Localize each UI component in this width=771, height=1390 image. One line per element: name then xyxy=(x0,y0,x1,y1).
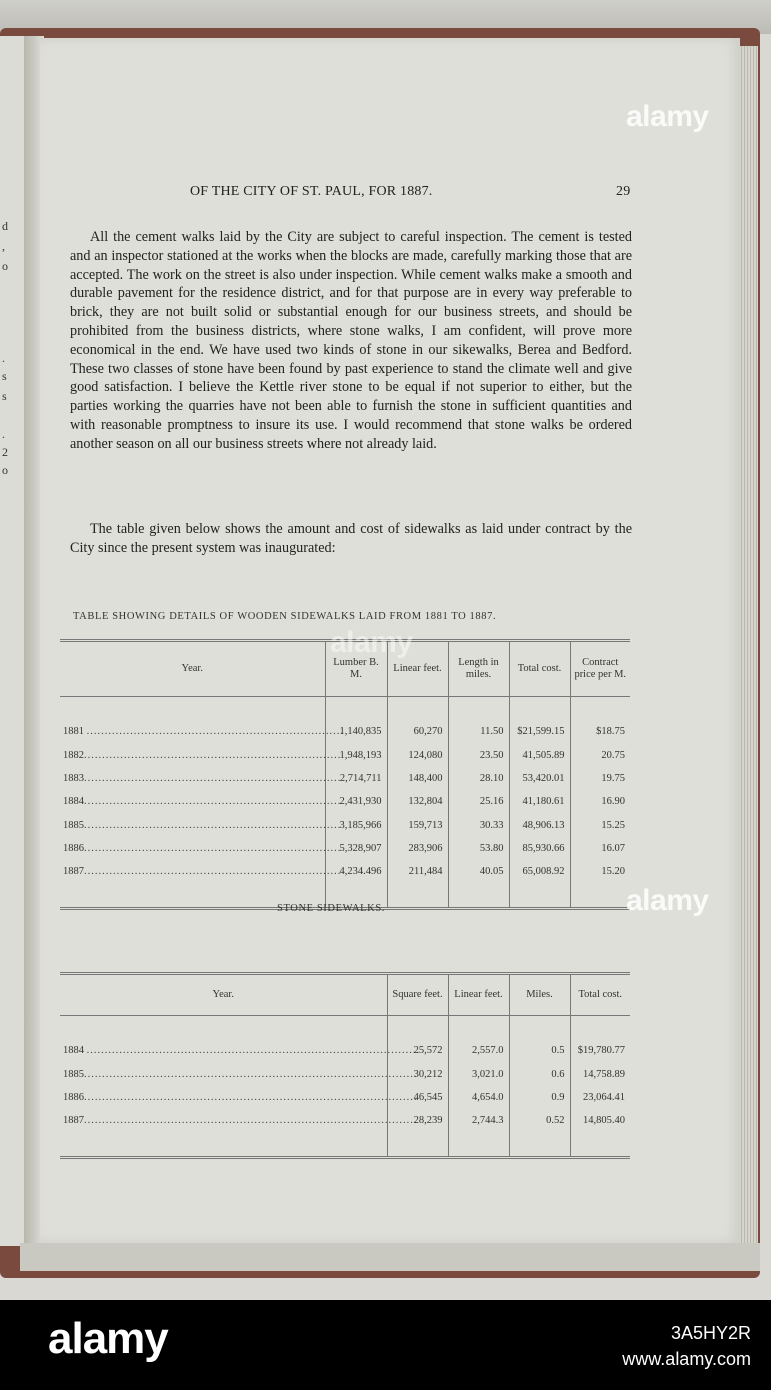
running-header xyxy=(40,184,740,204)
table-cell: 2,431,930 xyxy=(325,790,387,813)
left-mark: s xyxy=(2,369,7,383)
table-cell: 4,654.0 xyxy=(448,1086,509,1109)
table-row: 1885....................................................................... 3,185,966 159,713 30.33 48,906.13 15.25 xyxy=(60,813,630,836)
table-cell: 2,714,711 xyxy=(325,767,387,790)
column-header: Total cost. xyxy=(509,641,570,697)
column-header: Square feet. xyxy=(387,974,448,1016)
year-cell: 1882 xyxy=(63,749,84,761)
column-header: Contract price per M. xyxy=(570,641,630,697)
table-cell: 2,557.0 xyxy=(448,1039,509,1062)
paragraph: The table given below shows the amount and cost of sidewalks as laid under contract by the City since the present system was inaugurated: xyxy=(70,521,632,556)
table-cell: 159,713 xyxy=(387,813,448,836)
table-cell: 2,744.3 xyxy=(448,1109,509,1132)
stone-sidewalks-table xyxy=(60,972,630,1159)
table-cell: 0.52 xyxy=(509,1109,570,1132)
table-header-row xyxy=(60,974,630,1016)
year-cell: 1886 xyxy=(63,842,84,854)
paragraph: All the cement walks laid by the City are subject to careful inspection. The cement is tested and an inspector stationed at the works when the blocks are made, carefully marking those that are accepted. The work on the street is also under inspection. While cement walks make a smooth and durable pavement for the residence district, and for that purpose are in every way preferable to brick, they are not built solid or substantial enough for our business streets, and should be prohibited from the business districts, where stone walks, I am confident, will prove more economical in the end. We have used two kinds of stone in our sikewalks, Berea and Bedford. These two classes of stone have been found by past experience to stand the climate well and give good satisfaction. I believe the Kettle river stone to be equal if not superior to either, but the parties working the quarries have not been able to furnish the stone in sufficient quantities and with reasonable promptness to insure its use. I would recommend that stone walks be ordered another season on all our business streets where not already laid. xyxy=(70,229,632,452)
table-row: 1886....................................................................... 5,328,907 283,906 53.80 85,930.66 16.07 xyxy=(60,837,630,860)
table-cell: 25,572 xyxy=(387,1039,448,1062)
table-cell: 0.9 xyxy=(509,1086,570,1109)
left-mark: , xyxy=(2,239,5,253)
table-cell: 16.07 xyxy=(570,837,630,860)
left-mark: . xyxy=(2,351,5,365)
column-header: Miles. xyxy=(509,974,570,1016)
table-row: 1885............................................................................................ 30,212 3,021.0 0.6 14,758.89 xyxy=(60,1063,630,1086)
table-cell: 53.80 xyxy=(448,837,509,860)
image-info xyxy=(622,1320,751,1372)
column-header: Linear feet. xyxy=(448,974,509,1016)
table-cell: 30.33 xyxy=(448,813,509,836)
body-paragraph-2 xyxy=(70,520,632,558)
header-title: OF THE CITY OF ST. PAUL, FOR 1887. xyxy=(190,184,433,199)
table-cell: 4,234.496 xyxy=(325,860,387,883)
book-bottom-edge xyxy=(20,1243,760,1271)
column-header: Total cost. xyxy=(570,974,630,1016)
table-row: 1887............................................................................................ 28,239 2,744.3 0.52 14,805.40 xyxy=(60,1109,630,1132)
watermark-text: alamy xyxy=(626,884,709,917)
table-row: 1887....................................................................... 4,234.496 211,484 40.05 65,008.92 15.20 xyxy=(60,860,630,883)
table-cell: 14,758.89 xyxy=(570,1063,630,1086)
year-cell: 1885 xyxy=(63,1068,84,1080)
year-cell: 1884 xyxy=(63,796,84,808)
table-cell: 3,185,966 xyxy=(325,813,387,836)
year-cell: 1885 xyxy=(63,819,84,831)
body-paragraph-1 xyxy=(70,228,632,454)
footer-bar xyxy=(0,1300,771,1390)
table-cell: 3,021.0 xyxy=(448,1063,509,1086)
table-cell: 20.75 xyxy=(570,744,630,767)
table-cell: 15.20 xyxy=(570,860,630,883)
table-cell: 11.50 xyxy=(448,720,509,743)
left-mark: o xyxy=(2,463,8,477)
wooden-sidewalks-table xyxy=(60,639,630,910)
table-cell: $19,780.77 xyxy=(570,1039,630,1062)
table-cell: 19.75 xyxy=(570,767,630,790)
table-cell: 211,484 xyxy=(387,860,448,883)
left-page-edge xyxy=(0,36,25,1246)
column-header: Lumber B. M. xyxy=(325,641,387,697)
table-cell: 132,804 xyxy=(387,790,448,813)
table-cell: 41,505.89 xyxy=(509,744,570,767)
table-cell: $18.75 xyxy=(570,720,630,743)
table-cell: 60,270 xyxy=(387,720,448,743)
table-cell: 25.16 xyxy=(448,790,509,813)
table-row: 1882....................................................................... 1,948,193 124,080 23.50 41,505.89 20.75 xyxy=(60,744,630,767)
page-number: 29 xyxy=(616,184,631,199)
table-cell: 46,545 xyxy=(387,1086,448,1109)
table-cell: 28,239 xyxy=(387,1109,448,1132)
table-cell: 28.10 xyxy=(448,767,509,790)
wooden-table-caption: TABLE SHOWING DETAILS OF WOODEN SIDEWALKS LAID FROM 1881 TO 1887. xyxy=(73,611,497,622)
year-cell: 1883 xyxy=(63,773,84,785)
year-cell: 1881 xyxy=(63,726,84,738)
year-cell: 1887 xyxy=(63,866,84,878)
table-cell: 85,930.66 xyxy=(509,837,570,860)
table-row: 1884 ............................................................................................ 25,572 2,557.0 0.5 $19,780.77 xyxy=(60,1039,630,1062)
table-cell: 41,180.61 xyxy=(509,790,570,813)
left-mark: o xyxy=(2,259,8,273)
table-cell: 124,080 xyxy=(387,744,448,767)
left-mark: 2 xyxy=(2,445,8,459)
table-cell: 16.90 xyxy=(570,790,630,813)
table-cell: 0.5 xyxy=(509,1039,570,1062)
table-cell: 23,064.41 xyxy=(570,1086,630,1109)
left-mark: d xyxy=(2,219,8,233)
table-cell: 53,420.01 xyxy=(509,767,570,790)
table-cell: 15.25 xyxy=(570,813,630,836)
table-cell: 23.50 xyxy=(448,744,509,767)
alamy-logo: alamy xyxy=(48,1314,168,1363)
table-row: 1883....................................................................... 2,714,711 148,400 28.10 53,420.01 19.75 xyxy=(60,767,630,790)
site-url: www.alamy.com xyxy=(622,1349,751,1369)
table-cell: 5,328,907 xyxy=(325,837,387,860)
table-cell: 1,948,193 xyxy=(325,744,387,767)
table-cell: $21,599.15 xyxy=(509,720,570,743)
table-cell: 148,400 xyxy=(387,767,448,790)
table-row: 1881 ....................................................................... 1,140,835 60,270 11.50 $21,599.15 $18.75 xyxy=(60,720,630,743)
year-cell: 1887 xyxy=(63,1115,84,1127)
column-header: Year. xyxy=(212,989,234,1000)
column-header: Length in miles. xyxy=(448,641,509,697)
year-cell: 1884 xyxy=(63,1045,84,1057)
table-cell: 283,906 xyxy=(387,837,448,860)
table-cell: 40.05 xyxy=(448,860,509,883)
column-header: Year. xyxy=(181,663,203,674)
year-cell: 1886 xyxy=(63,1092,84,1104)
table-cell: 65,008.92 xyxy=(509,860,570,883)
watermark-text: alamy xyxy=(330,626,413,659)
stone-table-caption: STONE SIDEWALKS. xyxy=(277,903,385,914)
watermark-text: alamy xyxy=(626,100,709,133)
image-id: 3A5HY2R xyxy=(670,1323,751,1343)
table-row: 1886............................................................................................ 46,545 4,654.0 0.9 23,064.41 xyxy=(60,1086,630,1109)
table-cell: 1,140,835 xyxy=(325,720,387,743)
table-row: 1884....................................................................... 2,431,930 132,804 25.16 41,180.61 16.90 xyxy=(60,790,630,813)
left-mark: s xyxy=(2,389,7,403)
table-cell: 30,212 xyxy=(387,1063,448,1086)
table-cell: 48,906.13 xyxy=(509,813,570,836)
column-header: Linear feet. xyxy=(387,641,448,697)
table-cell: 0.6 xyxy=(509,1063,570,1086)
table-cell: 14,805.40 xyxy=(570,1109,630,1132)
left-mark: . xyxy=(2,427,5,441)
